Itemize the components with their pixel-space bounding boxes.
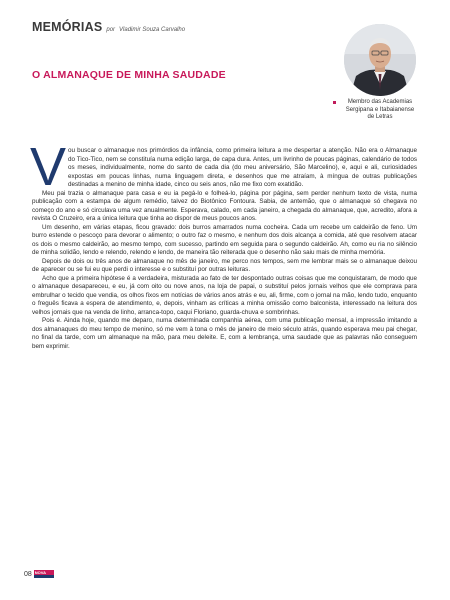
portrait-image xyxy=(344,24,416,96)
magazine-logo-icon xyxy=(34,570,54,578)
drop-cap: V xyxy=(30,137,67,197)
section-header xyxy=(32,20,185,34)
caption-bullet-icon xyxy=(333,101,336,104)
page-footer xyxy=(24,570,54,578)
article-title: O ALMANAQUE DE MINHA SAUDADE xyxy=(32,69,226,81)
page-number: 08 xyxy=(24,570,32,578)
paragraph xyxy=(30,137,417,197)
section-by: por xyxy=(106,27,116,33)
author-caption xyxy=(338,99,422,122)
caption-line: Membro das Academias xyxy=(347,99,413,105)
article-body xyxy=(30,137,417,351)
author-photo xyxy=(344,24,416,96)
section-title: MEMÓRIAS xyxy=(32,20,103,34)
logo-text: NOVA xyxy=(34,570,47,575)
author-name: Vladimir Souza Carvalho xyxy=(119,27,186,33)
paragraph-text: ou buscar o almanaque nos primórdios da infância, como primeira leitura a me despertar a atenção. Não era o Almanaque do Tico-Tico, nem se constituía numa edição larga, de capa dura. Antes, um livrinho de poucas páginas, calendário de todos os meses, individualmente, nome do santo de cada dia (do meu aniversário, São Marcelino), e, aqui e ali, curiosidades expostas em poucas linhas, numa linguagem direta, e desenhos que me atraíam, à míngua de outras publicações destinadas a menino de minha idade, cinco ou seis anos, não me fixo com exatidão. xyxy=(68,147,417,188)
paragraph: Acho que a primeira hipótese é a verdadeira, misturada ao fato de ter despontado outras coisas que me conquistaram, de modo que o almanaque desapareceu, e eu, já com oito ou nove anos, na loja de papai, o substituí pelos jornais velhos que ele comprava para embrulhar o tecido que vendia, os olhos fixos em notícias de vários anos atrás e eu, ali, firme, com o jornal na mão, lendo tudo, enquanto o freguês ficava a espera de atendimento, e, depois, vinham as críticas a minha omissão como balconista, interessado na leitura dos velhos jornais que na venda de linho, arranca-topo, caqui Floriano, guarda-chuva e sombrinhas. xyxy=(32,274,417,316)
paragraph: Pois é. Ainda hoje, quando me deparo, numa determinada companhia aérea, com uma publicação mensal, a impressão imitando a dos almanaques do meu tempo de menino, só me vem à tona o mês de janeiro de meio século atrás, quando esperava meu pai chegar, no final da tarde, com um almanaque na mão, para meu deleite. E, com a lembrança, uma saudade que as palavras não conseguem bem exprimir. xyxy=(32,317,417,350)
caption-line: de Letras xyxy=(367,114,393,121)
paragraph: Um desenho, em várias etapas, ficou gravado: dois burros amarrados numa cocheira. Cada um recebe um caldeirão de feno. Um burro estende o pescoço para devorar o alimento; o outro faz o mesmo, e nenhum dos dois alcança a comida, até que resolvem atacar os dois o mesmo caldeirão, ao mesmo tempo, com sucesso, partindo em seguida para o segundo caldeirão. Ah, como eu ria no silêncio de minha solidão, lendo e relendo, relendo e lendo, de maneira tão reiterada que o desenho não saiu mais de minha memória. xyxy=(32,223,417,256)
caption-line: Sergipana e Itabaianense xyxy=(345,106,415,113)
paragraph: Meu pai trazia o almanaque para casa e eu ia pegá-lo e folheá-lo, página por página, sem perder nenhum texto de vista, numa publicação com a estampa de algum remédio, talvez do Biotônico Fontoura. Sabia, de antemão, que o almanaque só chegava no começo do ano e só circulava uma vez anualmente. Esperava, calado, em cada janeiro, a chegada do almanaque, que, acredito, afora a revista O Cruzeiro, era a única leitura que tinha ao dispor de meus poucos anos. xyxy=(32,189,417,222)
paragraph: Depois de dois ou três anos de almanaque no mês de janeiro, me perco nos tempos, sem me lembrar mais se o almanaque deixou de aparecer ou se fui eu que perdi o interesse e o substituí por outras leituras. xyxy=(32,257,417,273)
